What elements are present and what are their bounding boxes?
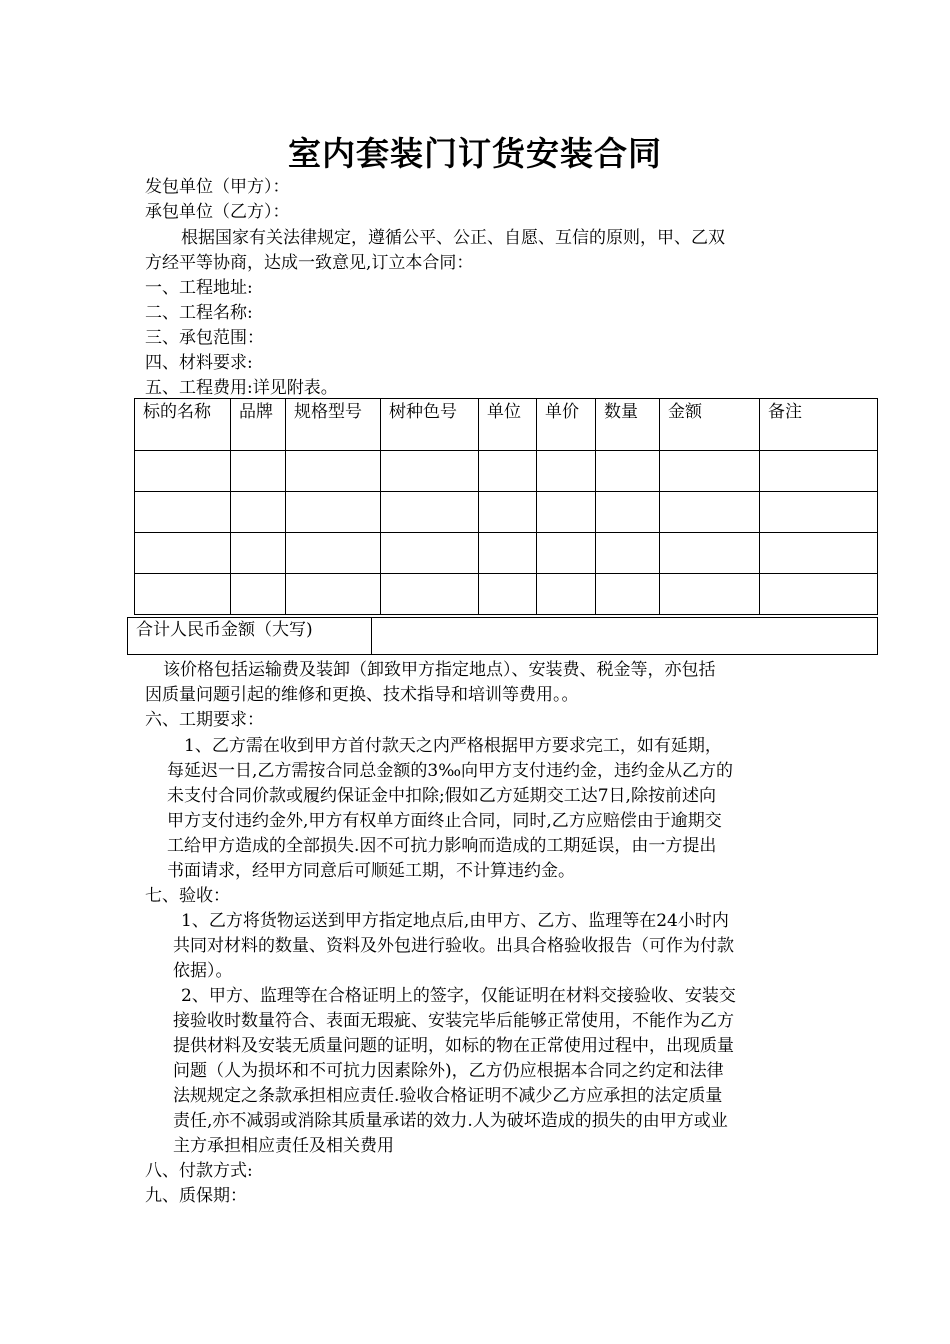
clause-costs: 五、工程费用:详见附表。 [145,378,338,398]
section-7-heading: 七、验收： [145,886,230,906]
section-6-line: 每延迟一日,乙方需按合同总金额的3‰向甲方支付违约金，违约金从乙方的 [167,761,734,781]
section-7-item-2-line: 接验收时数量符合、表面无瑕疵、安装完毕后能够正常使用，不能作为乙方 [173,1011,734,1031]
section-9-heading: 九、质保期： [145,1186,247,1206]
clause-project-name: 二、工程名称: [145,303,253,323]
total-value-cell [372,618,878,655]
section-6-heading: 六、工期要求： [145,710,264,730]
section-7-item-2-line: 问题（人为损坏和不可抗力因素除外)，乙方仍应根据本合同之约定和法律 [173,1061,724,1081]
header-brand: 品牌 [231,399,286,451]
table-row [135,533,878,574]
section-8-heading: 八、付款方式: [145,1161,253,1181]
clause-materials: 四、材料要求: [145,353,253,373]
header-item-name: 标的名称 [135,399,231,451]
section-7-item-2-line: 主方承担相应责任及相关费用 [173,1136,394,1156]
header-unit-price: 单价 [537,399,596,451]
section-7-item-2-line: 提供材料及安装无质量问题的证明，如标的物在正常使用过程中，出现质量 [173,1036,734,1056]
section-7-item-1-line: 共同对材料的数量、资料及外包进行验收。出具合格验收报告（可作为付款 [173,936,734,956]
order-items-table [134,398,878,615]
header-wood-color: 树种色号 [381,399,479,451]
total-row [128,618,878,655]
intro-line-2: 方经平等协商，达成一致意见,订立本合同： [145,253,474,273]
header-amount: 金额 [660,399,760,451]
price-note-line-1: 该价格包括运输费及装卸（卸致甲方指定地点）、安装费、税金等，亦包括 [163,660,716,680]
section-6-line: 书面请求，经甲方同意后可顺延工期，不计算违约金。 [167,861,575,881]
section-7-item-1-line: 依据）。 [173,961,233,981]
total-label: 合计人民币金额（大写) [128,618,372,655]
table-header-row [135,399,878,451]
section-7-item-2-line: 2、甲方、监理等在合格证明上的签字，仅能证明在材料交接验收、安装交 [181,986,736,1006]
party-b-line: 承包单位（乙方）： [145,202,290,222]
section-6-line: 甲方支付违约金外,甲方有权单方面终止合同，同时,乙方应赔偿由于逾期交 [167,811,722,831]
party-a-line: 发包单位（甲方）： [145,177,290,197]
section-7-item-2-line: 责任,亦不减弱或消除其质量承诺的效力.人为破坏造成的损失的由甲方或业 [173,1111,728,1131]
header-remarks: 备注 [760,399,878,451]
section-7-item-2-line: 法规规定之条款承担相应责任.验收合格证明不减少乙方应承担的法定质量 [173,1086,723,1106]
table-row [135,451,878,492]
section-6-line: 工给甲方造成的全部损失.因不可抗力影响而造成的工期延误，由一方提出 [167,836,717,856]
section-6-line: 1、乙方需在收到甲方首付款天之内严格根据甲方要求完工，如有延期， [184,736,722,756]
price-note-line-2: 因质量问题引起的维修和更换、技术指导和培训等费用。。 [145,685,579,705]
header-model: 规格型号 [286,399,381,451]
header-unit: 单位 [479,399,537,451]
intro-line-1: 根据国家有关法律规定，遵循公平、公正、自愿、互信的原则，甲、乙双 [181,228,725,248]
table-row [135,492,878,533]
clause-scope: 三、承包范围： [145,328,264,348]
clause-project-address: 一、工程地址: [145,278,253,298]
total-amount-table [127,617,878,655]
section-6-line: 未支付合同价款或履约保证金中扣除;假如乙方延期交工达7日,除按前述向 [167,786,716,806]
document-title: 室内套装门订货安装合同 [288,134,662,173]
section-7-item-1-line: 1、乙方将货物运送到甲方指定地点后,由甲方、乙方、监理等在24小时内 [181,911,729,931]
header-quantity: 数量 [596,399,660,451]
table-row [135,574,878,615]
